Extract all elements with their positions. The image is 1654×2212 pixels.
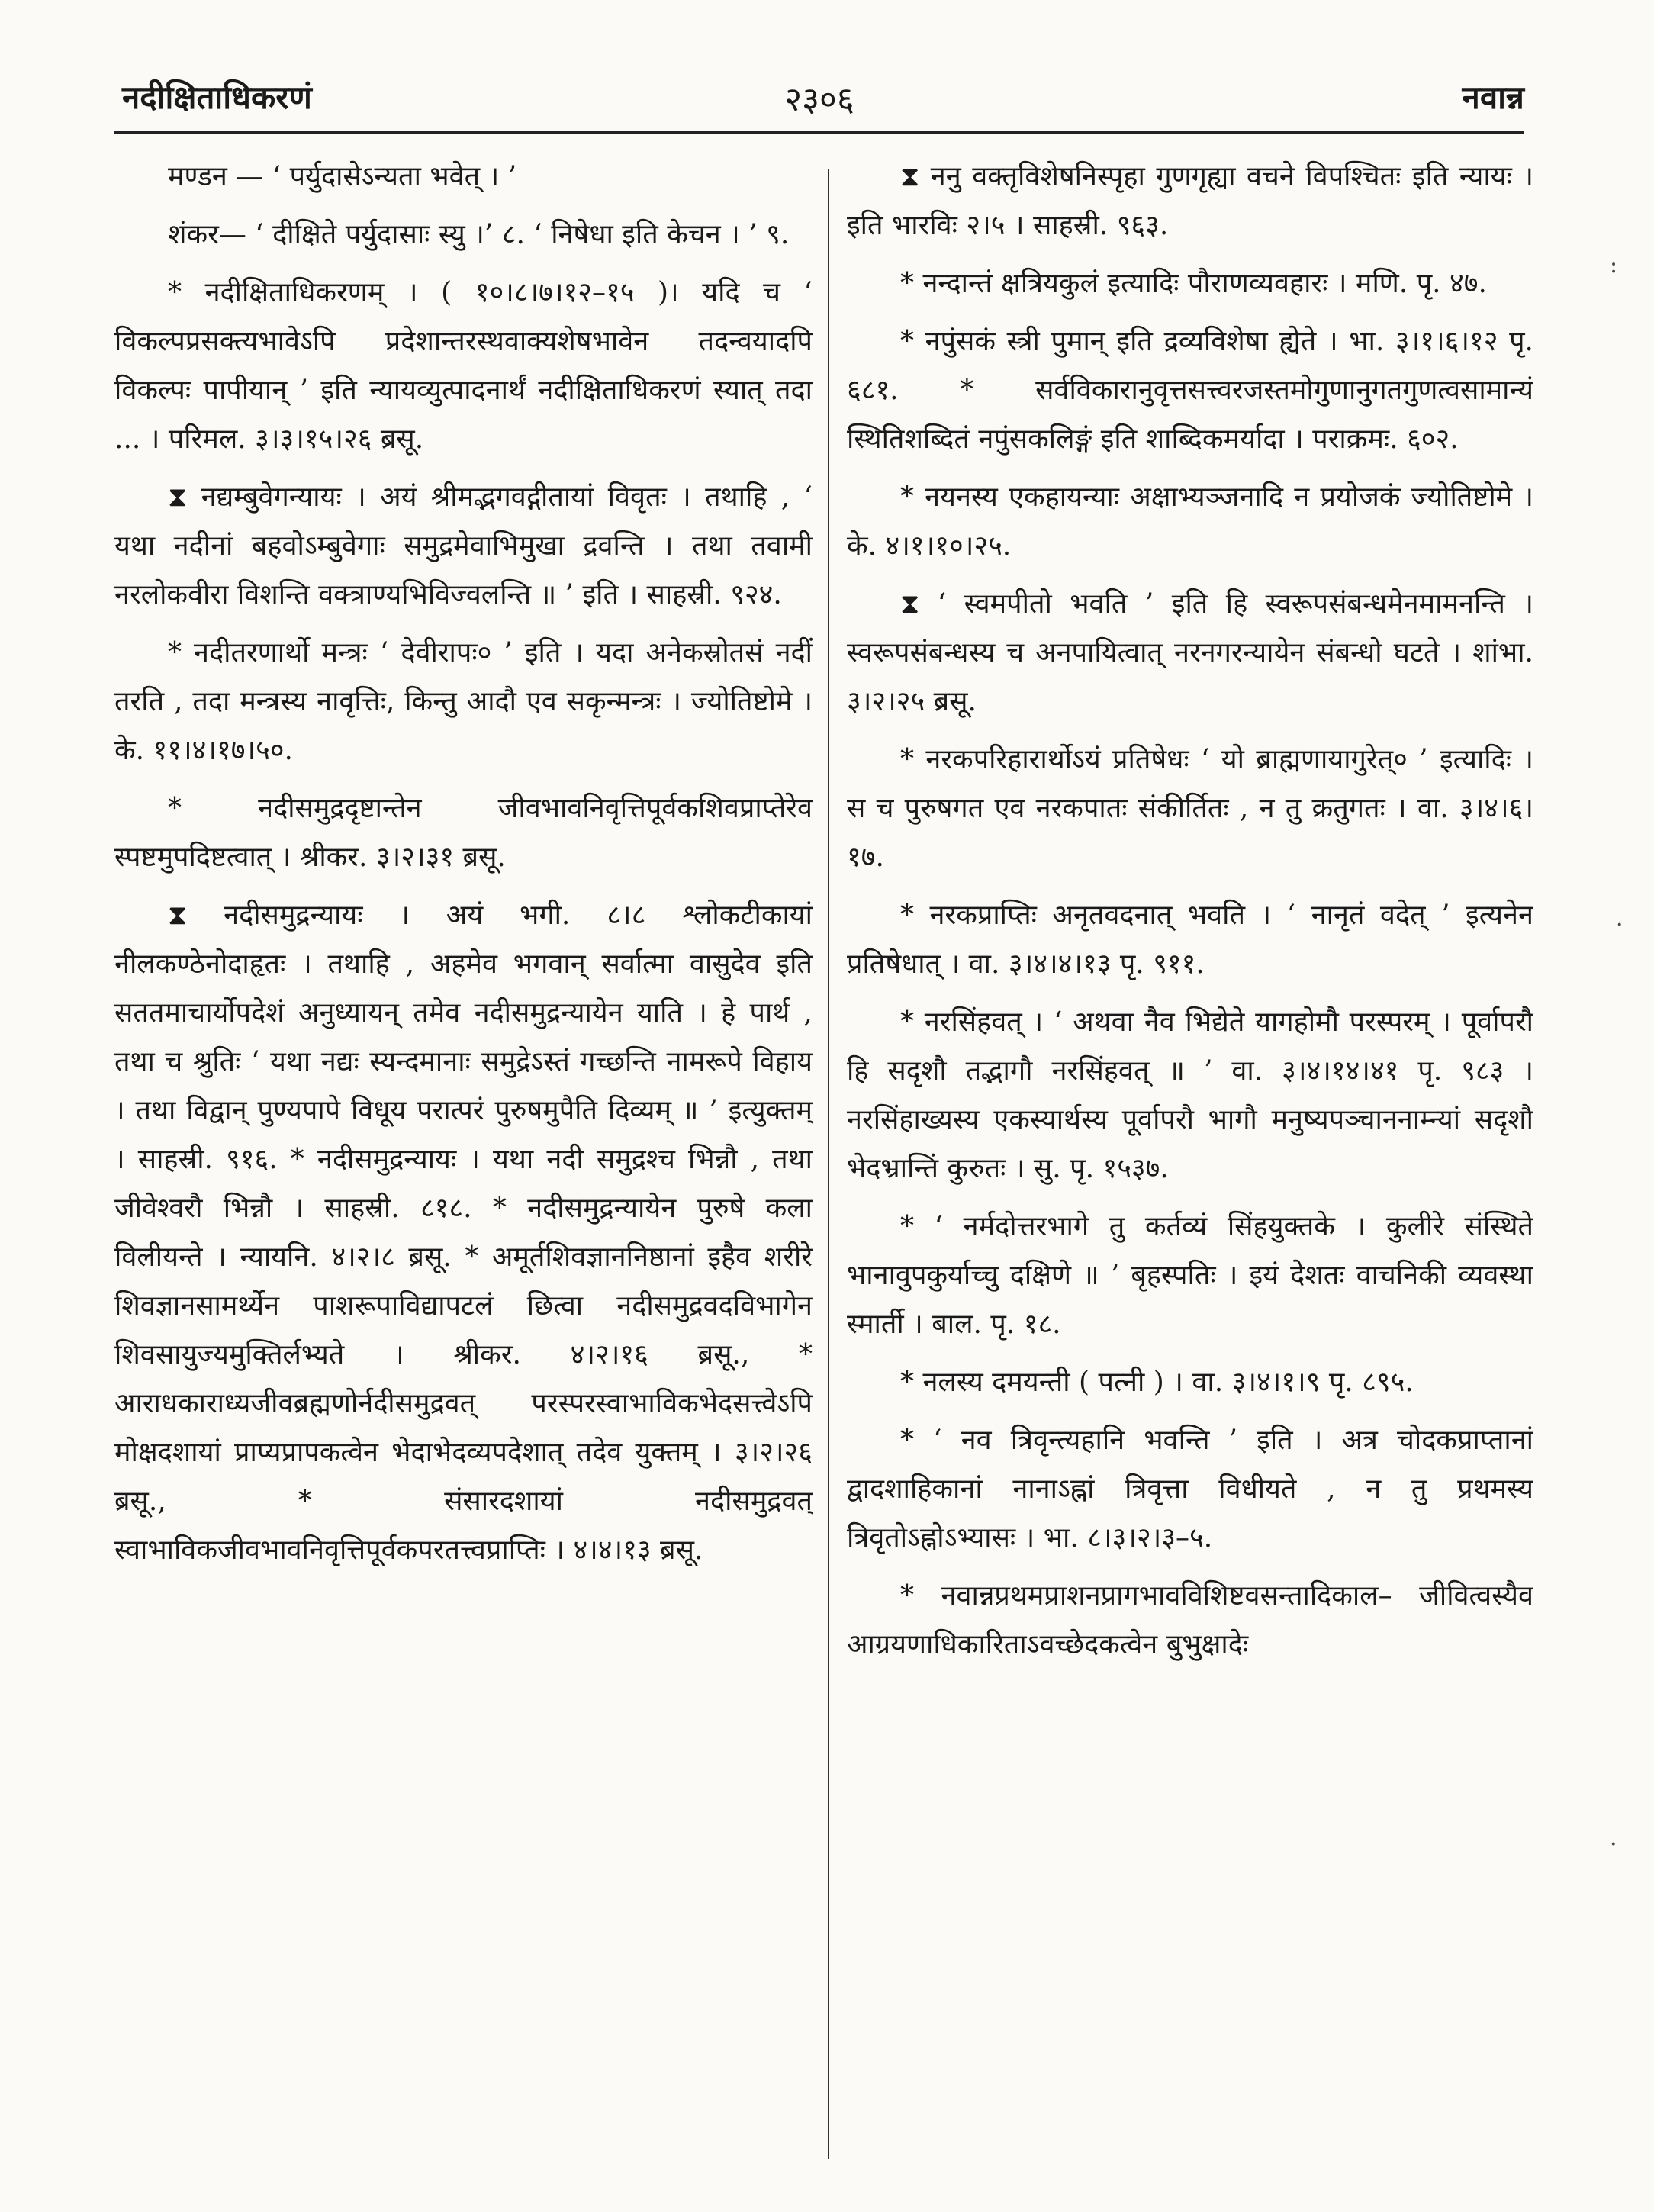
dictionary-entry: * ‘ नर्मदोत्तरभागे तु कर्तव्यं सिंहयुक्तके । कुलीरे संस्थिते भानावुपकुर्याच्चु दक्षिणे ॥ ’ बृहस्पतिः । इयं देशतः वाचनिकी व्यवस्था स्मार्ती । बाल. पृ. १८. bbox=[847, 1211, 1533, 1340]
margin-mark: · bbox=[1610, 1831, 1617, 1858]
dictionary-entry: * ‘ नव त्रिवृन्त्यहानि भवन्ति ’ इति । अत्र चोदकप्राप्तानां द्वादशाहिकानां नानाऽह्नां त्रिवृत्ता विधीयते , न तु प्रथमस्य त्रिवृतोऽह्नोऽभ्यासः । भा. ८।३।२।३–५. bbox=[847, 1425, 1533, 1554]
right-column bbox=[847, 153, 1533, 2181]
running-head-left: नदीक्षिताधिकरणं bbox=[122, 79, 312, 116]
dictionary-entry: * नपुंसकं स्त्री पुमान् इति द्रव्यविशेषा ह्येते । भा. ३।१।६।१२ पृ. ६८१. * सर्वविकारानुवृत्तसत्त्वरजस्तमोगुणानुगतगुणत्वसामान्यं स्थितिशब्दितं नपुंसकलिङ्गं इति शाब्दिकमर्यादा । पराक्रमः. ६०२. bbox=[847, 326, 1533, 455]
dictionary-entry: * नवान्नप्रथमप्राशनप्रागभावविशिष्टवसन्तादिकाल– जीवित्वस्यैव आग्रयणाधिकारिताऽवच्छेदकत्वेन बुभुक्षादेः bbox=[847, 1580, 1533, 1660]
dictionary-entry: * नदीतरणार्थो मन्त्रः ‘ देवीरापः० ’ इति । यदा अनेकस्रोतसं नदीं तरति , तदा मन्त्रस्य नावृत्तिः, किन्तु आदौ एव सकृन्मन्त्रः । ज्योतिष्टोमे । के. ११।४।१७।५०. bbox=[114, 637, 813, 766]
dictionary-entry: * नलस्य दमयन्ती ( पत्नी ) । वा. ३।४।१।९ पृ. ८९५. bbox=[900, 1367, 1414, 1398]
dictionary-entry: ⧗ नदीसमुद्रन्यायः । अयं भगी. ८।८ श्लोकटीकायां नीलकण्ठेनोदाहृतः । तथाहि , अहमेव भगवान् सर्वात्मा वासुदेव इति सततमाचार्योपदेशं अनुध्यायन् तमेव नदीसमुद्रन्यायेन याति । हे पार्थ , तथा च श्रुतिः ‘ यथा नद्यः स्यन्दमानाः समुद्रेऽस्तं गच्छन्ति नामरूपे विहाय । तथा विद्वान् पुण्यपापे विधूय परात्परं पुरुषमुपैति दिव्यम् ॥ ’ इत्युक्तम् । साहस्री. ९१६. * नदीसमुद्रन्यायः । यथा नदी समुद्रश्च भिन्नौ , तथा जीवेश्वरौ भिन्नौ । साहस्री. ८१८. * नदीसमुद्रन्यायेन पुरुषे कला विलीयन्ते । न्यायनि. ४।२।८ ब्रसू. * अमूर्तशिवज्ञाननिष्ठानां इहैव शरीरे शिवज्ञानसामर्थ्येन पाशरूपाविद्यापटलं छित्वा नदीसमुद्रवदविभागेन शिवसायुज्यमुक्तिर्लभ्यते । श्रीकर. ४।२।१६ ब्रसू., * आराधकाराध्यजीवब्रह्मणोर्नदीसमुद्रवत् परस्परस्वाभाविकभेदसत्त्वेऽपि मोक्षदशायां प्राप्यप्रापकत्वेन भेदाभेदव्यपदेशात् तदेव युक्तम् । ३।२।२६ ब्रसू., * संसारदशायां नदीसमुद्रवत् स्वाभाविकजीवभावनिवृत्तिपूर्वकपरतत्त्वप्राप्तिः । ४।४।१३ ब्रसू. bbox=[114, 900, 813, 1566]
dictionary-entry: * नरसिंहवत् । ‘ अथवा नैव भिद्येते यागहोमौ परस्परम् । पूर्वापरौ हि सदृशौ तद्भागौ नरसिंहवत् ॥ ’ वा. ३।४।१४।४१ पृ. ९८३ । नरसिंहाख्यस्य एकस्यार्थस्य पूर्वापरौ भागौ मनुष्यपञ्चाननाम्न्यां सदृशौ भेदभ्रान्तिं कुरुतः । सु. पृ. १५३७. bbox=[847, 1006, 1533, 1184]
running-head-right: नवान्न bbox=[1462, 79, 1524, 116]
dictionary-entry: * नयनस्य एकहायन्याः अक्षाभ्यञ्जनादि न प्रयोजकं ज्योतिष्टोमे । के. ४।१।१०।२५. bbox=[847, 481, 1533, 562]
page-number: २३०६ bbox=[784, 80, 854, 119]
dictionary-entry: * नन्दान्तं क्षत्रियकुलं इत्यादिः पौराणव्यवहारः । मणि. पृ. ४७. bbox=[900, 268, 1487, 299]
dictionary-entry: * नरकपरिहारार्थोऽयं प्रतिषेधः ‘ यो ब्राह्मणायागुरेत्० ’ इत्यादिः । स च पुरुषगत एव नरकपातः संकीर्तितः , न तु क्रतुगतः । वा. ३।४।६।१७. bbox=[847, 744, 1533, 873]
margin-mark: · bbox=[1616, 912, 1623, 939]
dictionary-entry: ⧗ ननु वक्तृविशेषनिस्पृहा गुणगृह्या वचने विपश्चितः इति न्यायः । इति भारविः २।५ । साहस्री. ९६३. bbox=[847, 161, 1533, 241]
dictionary-entry: ⧗ नद्यम्बुवेगन्यायः । अयं श्रीमद्भगवद्गीतायां विवृतः । तथाहि , ‘ यथा नदीनां बहवोऽम्बुवेगाः समुद्रमेवाभिमुखा द्रवन्ति । तथा तवामी नरलोकवीरा विशन्ति वक्त्राण्यभिविज्वलन्ति ॥ ’ इति । साहस्री. ९२४. bbox=[114, 481, 813, 610]
column-divider bbox=[828, 169, 829, 2159]
dictionary-entry: * नरकप्राप्तिः अनृतवदनात् भवति । ‘ नानृतं वदेत् ’ इत्यनेन प्रतिषेधात् । वा. ३।४।४।१३ पृ. ९११. bbox=[847, 900, 1533, 980]
page-header bbox=[114, 67, 1524, 134]
dictionary-entry: * नदीक्षिताधिकरणम् । ( १०।८।७।१२–१५ )। यदि च ‘ विकल्पप्रसक्त्यभावेऽपि प्रदेशान्तरस्थवाक्यशेषभावेन तदन्वयादपि विकल्पः पापीयान् ’ इति न्यायव्युत्पादनार्थं नदीक्षिताधिकरणं स्यात् तदा ... । परिमल. ३।३।१५।२६ ब्रसू. bbox=[114, 277, 813, 455]
margin-mark: : bbox=[1610, 252, 1618, 279]
dictionary-entry: शंकर— ‘ दीक्षिते पर्युदासाः स्यु ।’ ८. ‘ निषेधा इति केचन । ’ ९. bbox=[168, 219, 790, 250]
dictionary-entry: मण्डन — ‘ पर्युदासेऽन्यता भवेत् । ’ bbox=[168, 161, 517, 192]
dictionary-entry: ⧗ ‘ स्वमपीतो भवति ’ इति हि स्वरूपसंबन्धमेनमामनन्ति । स्वरूपसंबन्धस्य च अनपायित्वात् नरनगरन्यायेन संबन्धो घटते । शांभा. ३।२।२५ ब्रसू. bbox=[847, 588, 1533, 717]
left-column bbox=[114, 153, 813, 2181]
dictionary-entry: * नदीसमुद्रदृष्टान्तेन जीवभावनिवृत्तिपूर्वकशिवप्राप्तेरेव स्पष्टमुपदिष्टत्वात् । श्रीकर. ३।२।३१ ब्रसू. bbox=[114, 793, 813, 873]
